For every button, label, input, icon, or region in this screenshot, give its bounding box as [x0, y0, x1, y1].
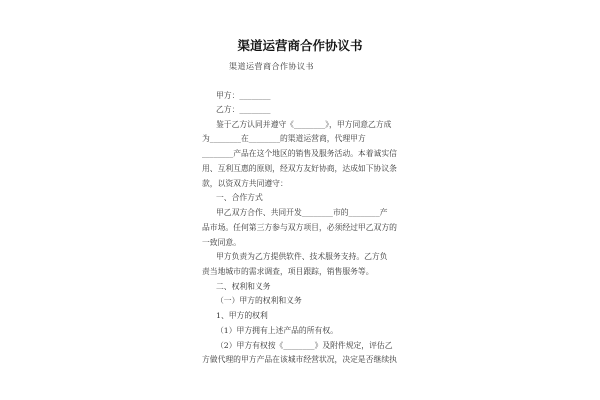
paragraph-line: 责当地城市的需求调查，项目跟踪，销售服务等。	[202, 267, 374, 276]
paragraph-line: ________产品在这个地区的销售及服务活动。本着诚实信	[202, 149, 397, 158]
paragraph-line: 甲方负责为乙方提供软件、技术服务支持。乙方负	[216, 252, 388, 261]
paragraph-line: 为________在________的渠道运营商，代理甲方	[202, 134, 366, 143]
subsection-heading: 1、甲方的权利	[216, 311, 268, 320]
subsection-heading: （一）甲方的权利和义务	[216, 296, 302, 305]
paragraph-line: （2）甲方有权按《________》及附件规定，评估乙	[216, 341, 393, 350]
paragraph-line: （1）甲方拥有上述产品的所有权。	[216, 326, 338, 335]
paragraph-line: 一致同意。	[202, 238, 241, 247]
section-heading: 二、权利和义务	[216, 282, 271, 291]
paragraph-line: 用、互利互惠的原则，经双方友好协商，达成如下协议条	[202, 164, 397, 173]
paragraph-line: 方做代理的甲方产品在该城市经营状况，决定是否继续执	[202, 355, 397, 364]
party-b-line: 乙方：________	[216, 105, 271, 114]
paragraph-line: 款，以资双方共同遵守：	[202, 179, 288, 188]
paragraph-line: 鉴于乙方认同并遵守《________》，甲方同意乙方成	[216, 120, 392, 129]
party-a-line: 甲方：________	[216, 91, 271, 100]
document-title: 渠道运营商合作协议书	[237, 38, 363, 53]
document-subtitle: 渠道运营商合作协议书	[229, 62, 314, 71]
paragraph-line: 甲乙双方合作、共同开发________市的________产	[216, 208, 388, 217]
paragraph-line: 品市场。任何第三方参与双方项目，必须经过甲乙双方的	[202, 223, 397, 232]
section-heading: 一、合作方式	[216, 193, 263, 202]
